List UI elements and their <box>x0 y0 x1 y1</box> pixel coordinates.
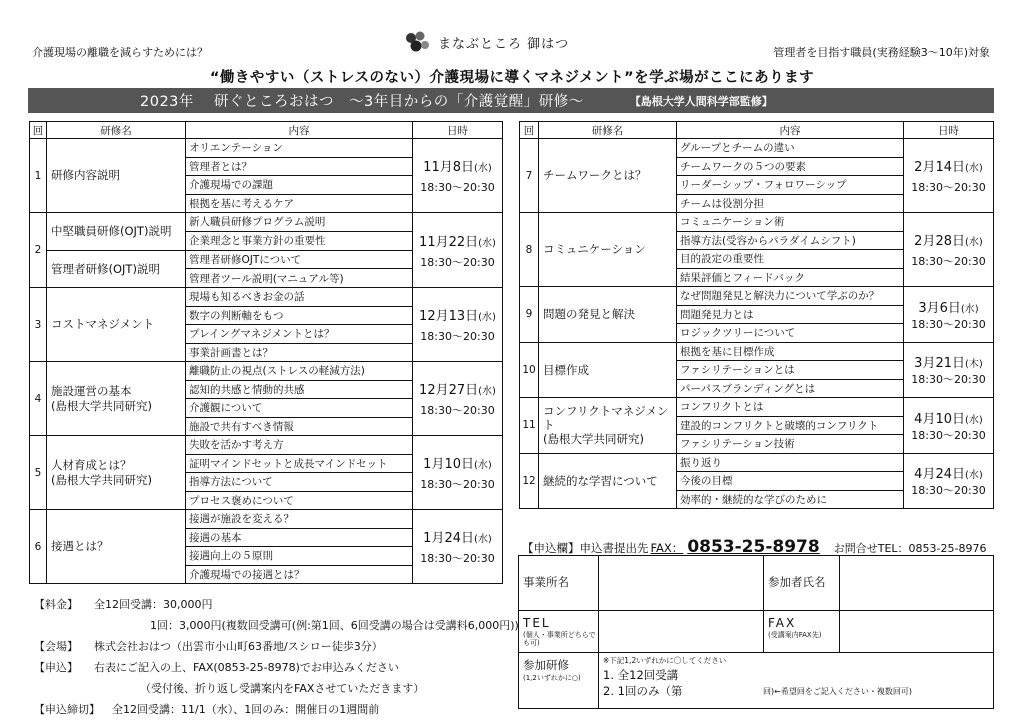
session-title: コンフリクトマネジメント <box>543 403 669 433</box>
content-item: 指導方法について <box>186 473 413 492</box>
session-date-text: 11月8日 <box>423 160 474 175</box>
header-num: 回 <box>520 122 539 139</box>
session-date <box>904 352 993 371</box>
session-number: 3 <box>30 288 47 362</box>
info-value: （受付後、折り返し受講案内をFAXさせていただきます） <box>140 682 425 695</box>
header-date: 日時 <box>904 122 994 139</box>
content-item: チームは役割分担 <box>677 194 904 213</box>
session-weekday: (水) <box>474 163 492 174</box>
schedule-table-left <box>29 121 503 584</box>
table-row <box>520 342 994 361</box>
content-item: 認知的共感と情動的共感 <box>186 380 413 399</box>
session-date-text: 12月13日 <box>419 309 479 324</box>
info-row <box>34 636 519 657</box>
content-item: 管理者研修OJTについて <box>186 250 413 269</box>
contact-tel: お問合せTEL：0853-25-8976 <box>833 542 987 555</box>
participant-name-label: 参加者氏名 <box>764 556 840 611</box>
session-weekday: (水) <box>965 470 983 482</box>
info-value: 右表にご記入の上、FAX(0853-25-8978)でお申込みください <box>94 661 399 674</box>
session-time: 18:30～20:30 <box>420 255 495 269</box>
session-number: 4 <box>30 362 47 436</box>
header-content: 内容 <box>677 122 904 139</box>
headline: “働きやすい（ストレスのない）介護現場に導くマネジメント”を学ぶ場がここにあります <box>209 70 815 86</box>
session-name-split <box>47 213 185 287</box>
table-row <box>30 213 503 232</box>
content-item: 事業計画書とは？ <box>186 343 413 362</box>
session-number: 11 <box>520 398 539 454</box>
content-item: リーダーシップ・フォロワーシップ <box>677 176 904 195</box>
session-name <box>47 510 186 584</box>
session-datetime <box>904 398 994 454</box>
session-name-bottom: 管理者研修(OJT)説明 <box>47 250 185 288</box>
content-item: 離職防止の視点(ストレスの軽減方法) <box>186 362 413 381</box>
session-name <box>539 398 677 454</box>
session-time: 18:30～20:30 <box>420 552 495 565</box>
info-row <box>34 699 519 720</box>
content-item: 結果評価とフィードバック <box>677 268 904 287</box>
content-item: 接遇が施設を変える？ <box>186 510 413 529</box>
banner-title: 2023年 研ぐところおはつ ～3年目からの「介護覚醒」研修～ <box>140 94 584 110</box>
session-name <box>47 213 186 288</box>
session-date <box>413 527 502 546</box>
session-date <box>904 297 993 316</box>
session-time: 18:30～20:30 <box>911 484 986 498</box>
session-weekday: (木) <box>965 359 983 371</box>
session-weekday: (水) <box>965 237 983 248</box>
session-number: 2 <box>30 213 47 288</box>
session-subtitle: (島根大学共同研究) <box>51 472 152 487</box>
table-row <box>520 139 994 158</box>
content-item: 現場も知るべきお金の話 <box>186 288 413 307</box>
session-name <box>539 213 677 287</box>
info-row <box>34 678 519 699</box>
table-header-row <box>520 122 994 139</box>
session-datetime <box>413 139 503 213</box>
session-date <box>413 379 502 398</box>
session-title: 研修内容説明 <box>51 168 120 183</box>
session-date <box>904 156 993 175</box>
session-date-text: 1月10日 <box>423 457 474 472</box>
session-date-text: 2月14日 <box>914 160 965 175</box>
session-date <box>413 305 502 324</box>
content-item: 介護現場での接遇とは？ <box>186 565 413 584</box>
info-row <box>34 657 519 678</box>
session-datetime <box>904 453 994 509</box>
header-date: 日時 <box>413 122 503 139</box>
application-form <box>518 555 994 709</box>
session-weekday: (水) <box>474 534 492 545</box>
session-title: 人材育成とは？ <box>51 458 132 473</box>
tagline-right: 管理者を目指す職員(実務経験3～10年)対象 <box>773 46 990 59</box>
content-item: 効率的・継続的な学びのために <box>677 490 904 509</box>
tagline-left: 介護現場の離職を減らすためには？ <box>32 46 208 59</box>
session-name <box>539 453 677 509</box>
fax-label: FAX (受講案内FAX先) <box>764 611 840 653</box>
session-time: 18:30～20:30 <box>911 317 986 331</box>
content-item: 介護観について <box>186 399 413 418</box>
session-weekday: (水) <box>478 237 496 249</box>
table-row <box>30 139 503 158</box>
session-name <box>47 362 186 436</box>
table-row <box>30 510 503 529</box>
info-value: 全12回受講：11/1（水）、1回のみ：開催日の1週間前 <box>112 703 380 716</box>
session-title: 目標作成 <box>543 362 589 377</box>
table-row <box>520 213 994 232</box>
session-title: コミュニケーション <box>543 242 646 257</box>
content-item: 接遇向上の５原則 <box>186 547 413 566</box>
session-subtitle: (島根大学共同研究) <box>51 398 152 413</box>
content-item: 証明マインドセットと成長マインドセット <box>186 454 413 473</box>
session-name <box>47 436 186 510</box>
table-row <box>30 288 503 307</box>
session-title: チームワークとは？ <box>543 168 647 183</box>
session-time: 18:30～20:30 <box>911 255 986 268</box>
content-item: 建設的コンフリクトと破壊的コンフリクト <box>677 416 904 435</box>
banner-subtitle: 【島根大学人間科学部監修】 <box>629 94 773 108</box>
session-date-text: 2月28日 <box>914 234 965 249</box>
info-key <box>34 678 90 699</box>
content-item: 失敗を活かす考え方 <box>186 436 413 455</box>
session-datetime <box>904 287 994 343</box>
content-item: オリエンテーション <box>186 139 413 158</box>
session-weekday: (水) <box>478 312 496 323</box>
session-number: 1 <box>30 139 47 213</box>
session-number: 10 <box>520 342 539 398</box>
apply-fax-label: FAX： <box>650 541 684 555</box>
content-item: 数字の判断軸をもつ <box>186 306 413 325</box>
apply-fax-number: 0853-25-8978 <box>687 537 820 557</box>
logo <box>402 30 569 54</box>
tel-label: TEL (個人・事業所どちらでも可) <box>519 611 599 653</box>
info-value: 株式会社おはつ（出雲市小山町63番地/スシロー徒歩3分） <box>94 640 383 653</box>
info-key <box>34 615 90 636</box>
session-date-text: 4月10日 <box>914 411 965 427</box>
session-number: 12 <box>520 453 539 509</box>
session-date-text: 1月24日 <box>423 531 474 546</box>
option-single-note: 回)←希望回をご記入ください・複数回可) <box>763 687 912 696</box>
info-key: 【会場】 <box>34 640 78 653</box>
attend-label: 参加研修 (1,2いずれかに○) <box>519 653 599 709</box>
content-item: ファシリテーション技術 <box>677 435 904 454</box>
content-item: 接遇の基本 <box>186 528 413 547</box>
session-subtitle: (島根大学共同研究) <box>543 432 644 447</box>
content-item: グループとチームの違い <box>677 139 904 158</box>
content-item: 介護現場での課題 <box>186 176 413 195</box>
session-name <box>539 342 677 398</box>
session-number: 5 <box>30 436 47 510</box>
session-weekday: (水) <box>965 163 983 174</box>
session-datetime <box>413 362 503 436</box>
office-name-field[interactable] <box>599 556 764 611</box>
info-row <box>34 594 519 615</box>
session-time: 18:30～20:30 <box>420 404 495 417</box>
table-row <box>30 436 503 455</box>
session-title: コストマネジメント <box>51 317 155 332</box>
header-name: 研修名 <box>539 122 677 139</box>
attend-options[interactable] <box>599 653 994 709</box>
info-section <box>34 594 519 720</box>
option-all[interactable]: 1. 全12回受講 <box>603 668 679 682</box>
attend-instruction: ※下記1,2いずれかに〇してください <box>603 656 727 665</box>
header-num: 回 <box>30 122 47 139</box>
content-item: ロジックツリーについて <box>677 324 904 343</box>
table-row <box>30 362 503 381</box>
content-item: 施設で共有すべき情報 <box>186 417 413 436</box>
session-title: 接遇とは？ <box>51 539 109 554</box>
office-name-label: 事業所名 <box>519 556 599 611</box>
session-name-top: 中堅職員研修(OJT)説明 <box>51 224 172 239</box>
content-item: パーパスブランディングとは <box>677 379 904 398</box>
session-date-text: 12月27日 <box>419 383 479 398</box>
info-key: 【申込】 <box>34 661 78 674</box>
content-item: 企業理念と事業方針の重要性 <box>186 231 413 250</box>
session-datetime <box>904 342 994 398</box>
session-weekday: (水) <box>965 414 983 426</box>
info-row <box>34 615 519 636</box>
session-name <box>539 139 677 213</box>
content-item: コンフリクトとは <box>677 398 904 417</box>
session-datetime <box>413 288 503 362</box>
session-time: 18:30～20:30 <box>911 373 986 387</box>
session-date <box>904 230 993 249</box>
tel-field[interactable] <box>599 611 764 653</box>
content-item: 新人職員研修プログラム説明 <box>186 213 413 232</box>
apply-header <box>522 537 986 557</box>
content-item: チームワークの５つの要素 <box>677 157 904 176</box>
content-item: ファシリテーションとは <box>677 361 904 380</box>
session-datetime <box>413 213 503 288</box>
info-value: 1回：3,000円(複数回受講可(例:第1回、6回受講の場合は受講料6,000円)) <box>150 619 519 632</box>
session-time: 18:30～20:30 <box>420 330 495 343</box>
session-datetime <box>904 213 994 287</box>
session-date-text: 11月22日 <box>419 234 479 250</box>
page-header <box>0 0 1024 62</box>
session-datetime <box>413 436 503 510</box>
apply-label: 【申込欄】申込書提出先 <box>522 541 649 555</box>
title-banner <box>28 88 994 113</box>
session-date <box>904 463 993 482</box>
schedule-table-right <box>519 121 994 509</box>
table-header-row <box>30 122 503 139</box>
content-item: 目的設定の重要性 <box>677 250 904 269</box>
content-item: コミュニケーション術 <box>677 213 904 232</box>
session-name <box>539 287 677 343</box>
session-datetime <box>413 510 503 584</box>
fax-field[interactable] <box>840 611 994 653</box>
session-date-text: 3月6日 <box>918 300 961 316</box>
session-title: 継続的な学習について <box>543 473 658 488</box>
option-single[interactable]: 2. 1回のみ（第 <box>603 684 683 698</box>
session-time: 18:30～20:30 <box>911 428 986 442</box>
session-date <box>413 231 502 250</box>
header-name: 研修名 <box>47 122 186 139</box>
session-name <box>47 139 186 213</box>
content-item: 管理者とは？ <box>186 157 413 176</box>
info-value: 全12回受講：30,000円 <box>94 598 213 611</box>
logo-text: まなぶところ 御はつ <box>438 36 570 52</box>
table-row <box>520 398 994 417</box>
session-number: 8 <box>520 213 539 287</box>
session-time: 18:30～20:30 <box>911 181 986 194</box>
session-title: 施設運営の基本 <box>51 384 132 399</box>
participant-name-field[interactable] <box>840 556 994 611</box>
session-number: 9 <box>520 287 539 343</box>
content-item: プレイングマネジメントとは？ <box>186 325 413 344</box>
session-weekday: (水) <box>960 303 979 315</box>
logo-icon <box>402 30 430 54</box>
table-row <box>520 287 994 306</box>
content-item: プロセス褒めについて <box>186 491 413 510</box>
session-date-text: 4月24日 <box>914 467 965 483</box>
session-date <box>413 453 502 472</box>
info-key: 【料金】 <box>34 598 78 611</box>
session-date <box>413 156 502 175</box>
session-datetime <box>904 139 994 213</box>
header-content: 内容 <box>186 122 413 139</box>
content-item: なぜ問題発見と解決力について学ぶのか？ <box>677 287 904 306</box>
content-item: 問題発見力とは <box>677 305 904 324</box>
session-date-text: 3月21日 <box>914 356 965 372</box>
session-number: 7 <box>520 139 539 213</box>
session-weekday: (水) <box>478 386 496 397</box>
info-key: 【申込締切】 <box>34 703 100 716</box>
content-item: 今後の目標 <box>677 472 904 491</box>
session-date <box>904 408 993 427</box>
session-weekday: (水) <box>474 460 492 471</box>
table-row <box>520 453 994 472</box>
content-item: 振り返り <box>677 453 904 472</box>
session-time: 18:30～20:30 <box>420 478 495 491</box>
session-name <box>47 288 186 362</box>
session-time: 18:30～20:30 <box>420 181 495 194</box>
session-title: 問題の発見と解決 <box>543 307 635 322</box>
content-item: 指導方法(受容からパラダイムシフト) <box>677 231 904 250</box>
content-item: 根拠を基に考えるケア <box>186 194 413 213</box>
content-item: 管理者ツール説明(マニュアル等) <box>186 269 413 288</box>
content-item: 根拠を基に目標作成 <box>677 342 904 361</box>
session-number: 6 <box>30 510 47 584</box>
